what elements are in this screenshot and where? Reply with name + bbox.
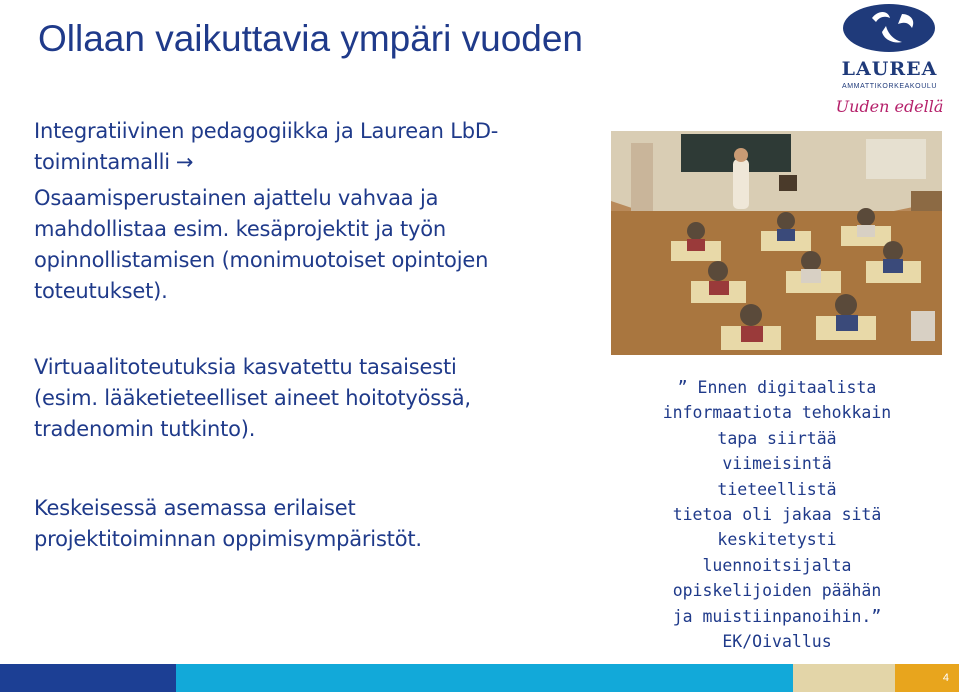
logo-tagline: Uuden edellä [835, 97, 944, 116]
quote-line: luennoitsijalta [702, 555, 852, 575]
paragraph-line: tradenomin tutkinto). [34, 417, 256, 441]
quote-line: keskitetysti [717, 530, 837, 550]
paragraph-line: opinnollistamisen (monimuotoiset opintojen [34, 248, 489, 272]
quote-line: ja muistiinpanoihin.” [672, 606, 882, 626]
paragraph-line: (esim. lääketieteelliset aineet hoitotyössä, [34, 386, 471, 410]
logo-name: LAUREA [841, 58, 938, 80]
logo-subtitle: AMMATTIKORKEAKOULU [841, 83, 938, 90]
laurea-emblem-icon [832, 2, 947, 58]
paragraph-line: toteutukset). [34, 279, 168, 303]
footer-segment-cyan [176, 664, 793, 692]
paragraph-keskeisessa [34, 493, 594, 555]
paragraph-line: projektitoiminnan oppimisympäristöt. [34, 527, 422, 551]
page-number: 4 [942, 672, 949, 684]
footer-segment-dark-blue [0, 664, 176, 692]
paragraph-line: Integratiivinen pedagogiikka ja Laurean LbD- [34, 119, 499, 143]
classroom-photo [611, 131, 942, 355]
footer-segment-beige [793, 664, 895, 692]
laurea-logo [832, 2, 947, 124]
classroom-photo-illustration [611, 131, 942, 355]
paragraph-line-with-arrow [34, 147, 594, 178]
quote-attribution: EK/Oivallus [722, 632, 832, 652]
quote-line: ” Ennen digitaalista [677, 378, 877, 397]
paragraph-line: Keskeisessä asemassa erilaiset [34, 496, 356, 520]
quote-line: informaatiota tehokkain [662, 403, 892, 423]
right-arrow-icon: → [175, 150, 194, 174]
quote-line: tietoa oli jakaa sitä [672, 505, 882, 525]
quote-line: tieteellistä [717, 479, 837, 499]
quote-line: opiskelijoiden päähän [672, 581, 882, 601]
quote-line: tapa siirtää [717, 428, 837, 448]
paragraph-line: Osaamisperustainen ajattelu vahvaa ja [34, 186, 439, 210]
quote-block [655, 375, 899, 654]
paragraph-line: mahdollistaa esim. kesäprojektit ja työn [34, 217, 446, 241]
paragraph-virtuaali [34, 352, 594, 445]
paragraph-osaamis [34, 183, 594, 307]
footer-bar [0, 664, 959, 692]
slide-title: Ollaan vaikuttavia ympäri vuoden [38, 18, 584, 59]
quote-line: viimeisintä [722, 454, 832, 474]
paragraph-lbd [34, 116, 594, 178]
paragraph-line: Virtuaalitoteutuksia kasvatettu tasaisesti [34, 355, 457, 379]
paragraph-line: toimintamalli [34, 150, 170, 174]
